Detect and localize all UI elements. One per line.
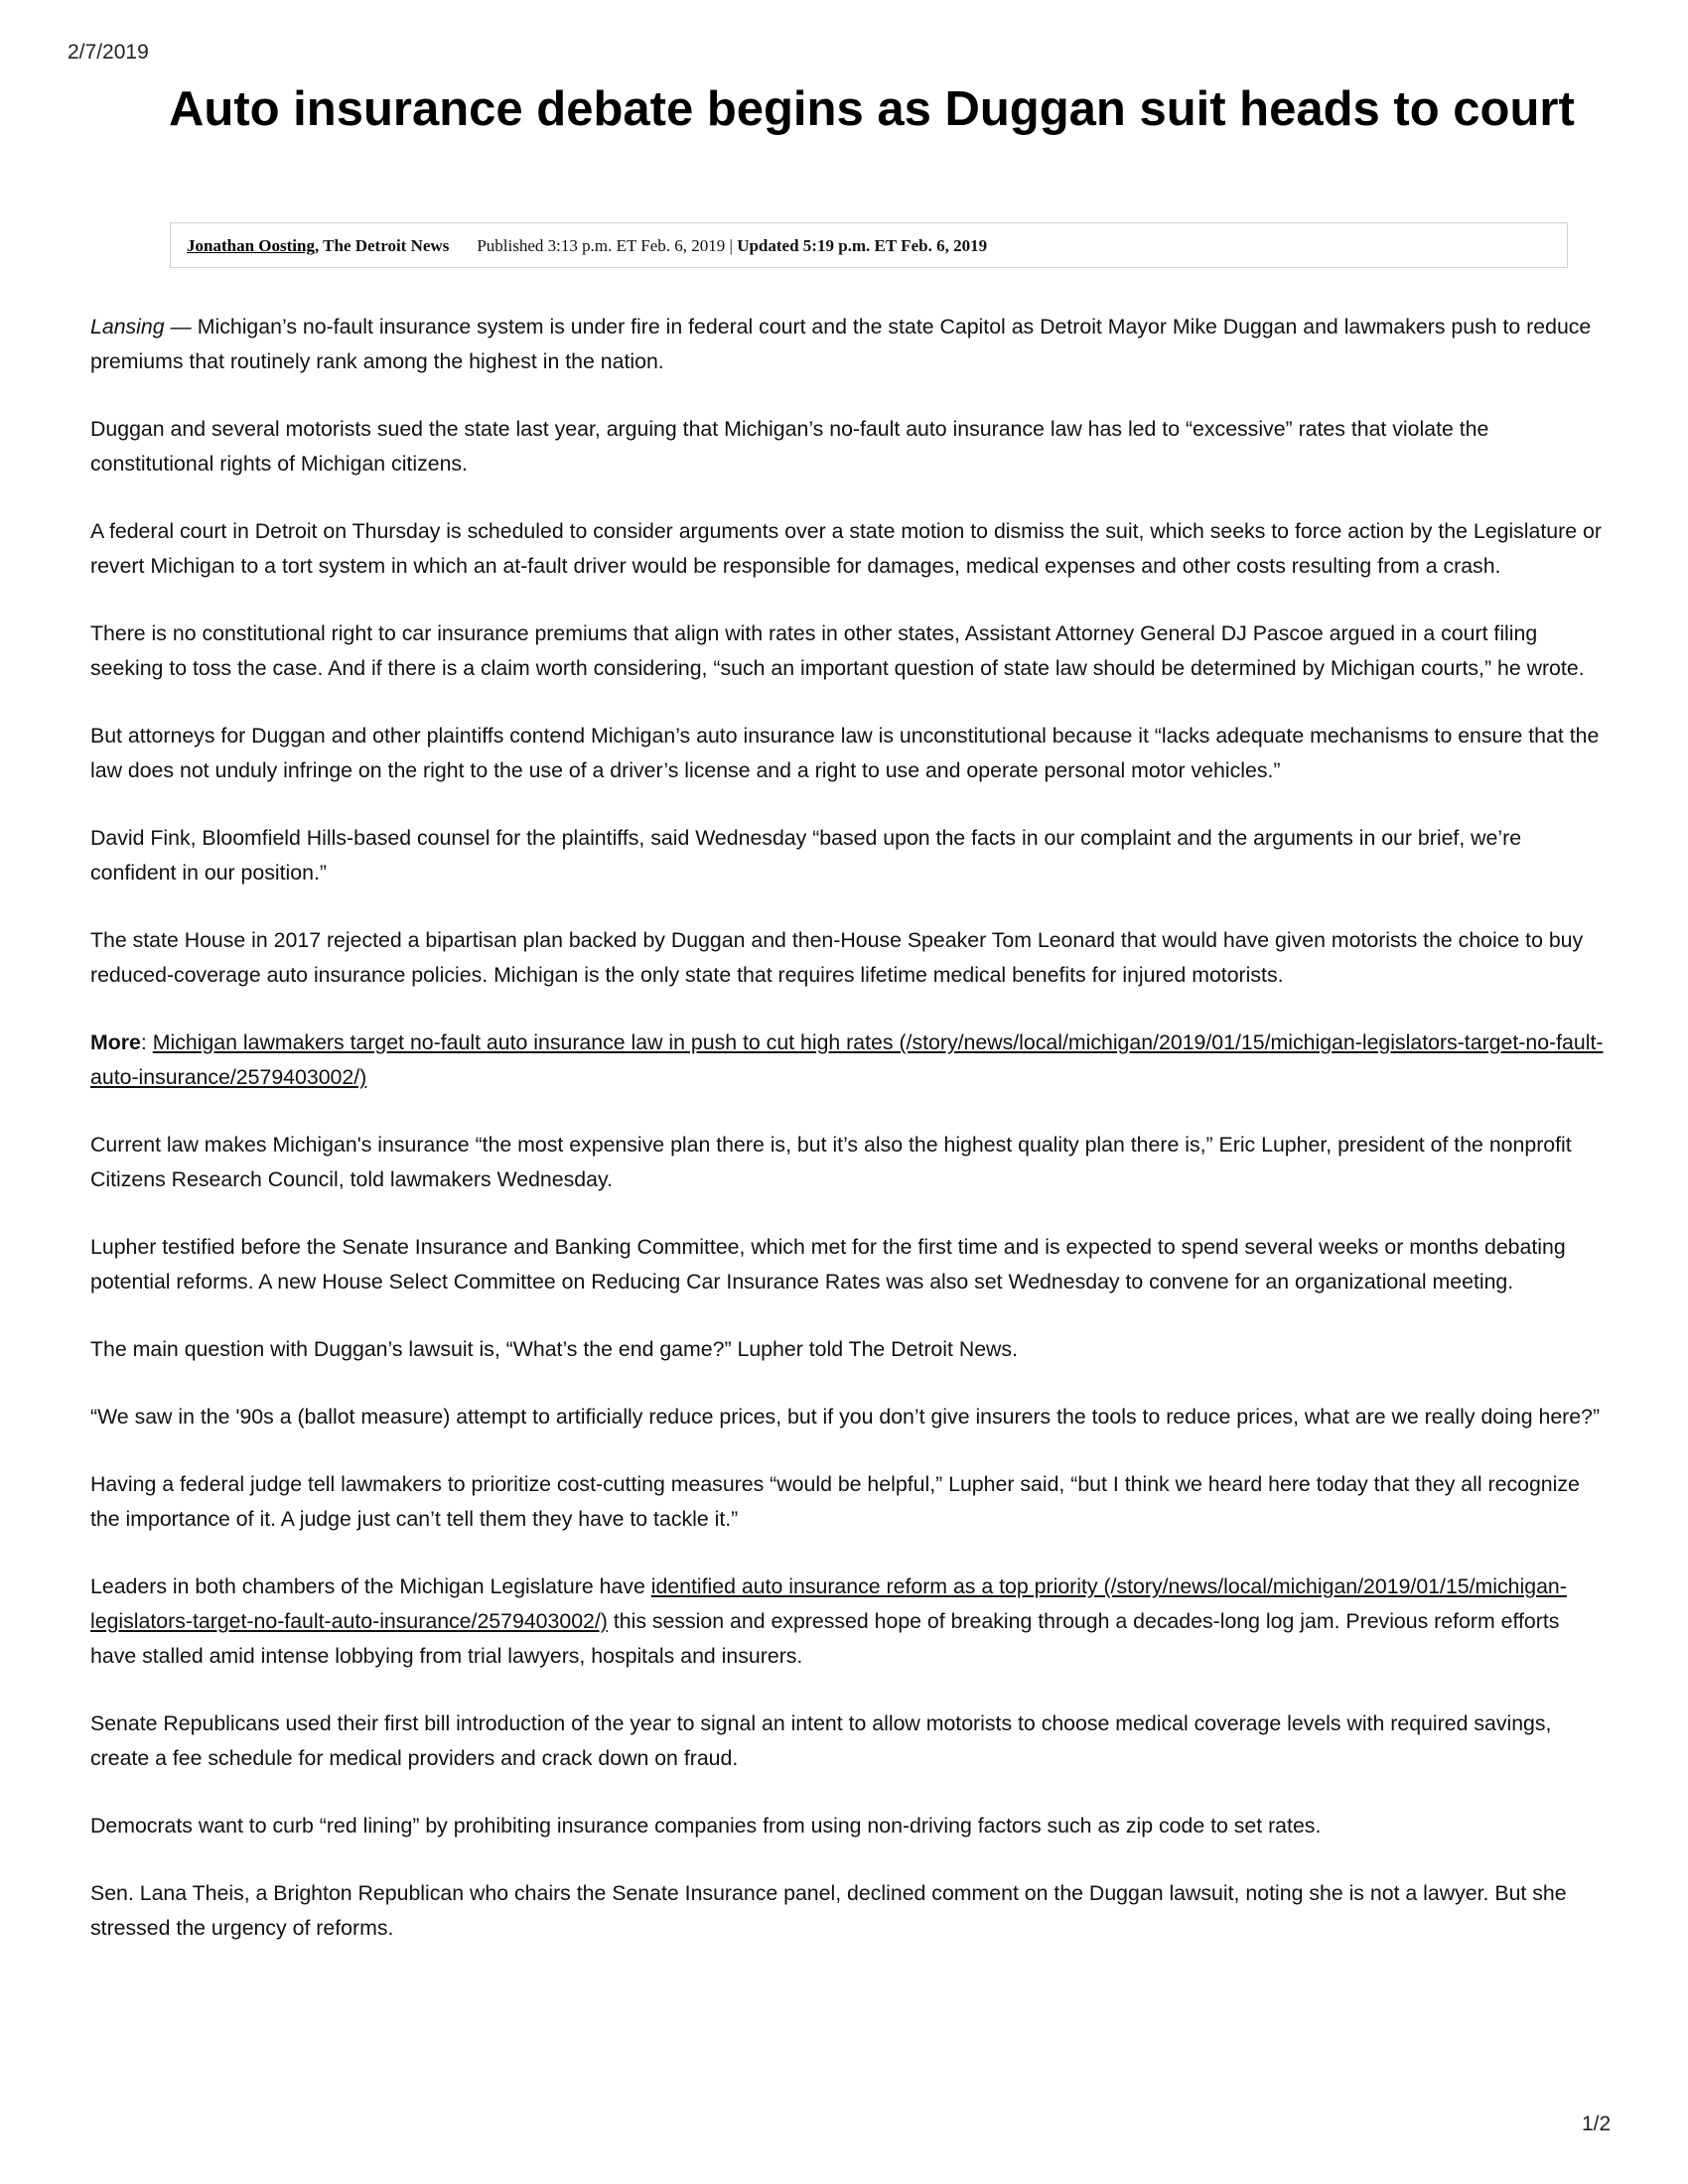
article-paragraph: Having a federal judge tell lawmakers to prioritize cost-cutting measures “would be helpful,” Lupher said, “but I think we heard here today that they all recognize the importance of it. A judge just can’t tell them they have to tackle it.” <box>90 1472 1580 1531</box>
article-paragraph: Duggan and several motorists sued the state last year, arguing that Michigan’s no-fault auto insurance law has led to “excessive” rates that violate the constitutional rights of Michigan citizens. <box>90 417 1489 476</box>
article-paragraph: Democrats want to curb “red lining” by prohibiting insurance companies from using non-driving factors such as zip code to set rates. <box>90 1814 1322 1838</box>
article-paragraph <box>90 1570 1605 1674</box>
byline <box>170 222 1568 268</box>
paragraph-text: this session and expressed hope of breaking through a decades-long log jam. Previous reform efforts have stalled amid intense lobbying from trial lawyers, hospitals and insurers. <box>90 1609 1560 1668</box>
more-separator: : <box>140 1030 153 1054</box>
article-paragraph: The state House in 2017 rejected a bipartisan plan backed by Duggan and then-House Speaker Tom Leonard that would have given motorists the choice to buy reduced-coverage auto insurance policies. Michigan is the only state that requires lifetime medical benefits for injured motorists. <box>90 928 1584 987</box>
byline-outlet: , The Detroit News <box>314 236 450 255</box>
print-date: 2/7/2019 <box>68 41 149 64</box>
article-paragraph: The main question with Duggan’s lawsuit is, “What’s the end game?” Lupher told The Detroit News. <box>90 1337 1018 1361</box>
article-paragraph: But attorneys for Duggan and other plaintiffs contend Michigan’s auto insurance law is unconstitutional because it “lacks adequate mechanisms to ensure that the law does not unduly infringe on the right to the use of a driver’s license and a right to use and operate personal motor vehicles.” <box>90 724 1600 782</box>
more-related-story <box>90 1025 1605 1095</box>
article-body <box>90 310 1605 1979</box>
article-paragraph: A federal court in Detroit on Thursday is scheduled to consider arguments over a state motion to dismiss the suit, which seeks to force action by the Legislature or revert Michigan to a tort system in which an at-fault driver would be responsible for damages, medical expenses and other costs resulting from a crash. <box>90 519 1602 578</box>
related-story-link[interactable]: Michigan lawmakers target no-fault auto insurance law in push to cut high rates (/story/news/local/michigan/2019/01/15/michigan-legislators-target-no-fault-auto-insurance/2579403002/) <box>90 1030 1604 1089</box>
top-priority-link[interactable]: identified auto insurance reform as a top priority (/story/news/local/michigan/2019/01/15/michigan-legislators-target-no-fault-auto-insurance/2579403002/) <box>90 1574 1567 1633</box>
more-label: More <box>90 1030 141 1054</box>
article-paragraph: Current law makes Michigan's insurance “the most expensive plan there is, but it’s also the highest quality plan there is,” Eric Lupher, president of the nonprofit Citizens Research Council, told lawmakers Wednesday. <box>90 1133 1572 1191</box>
page-number: 1/2 <box>1582 2113 1612 2135</box>
article-paragraph: “We saw in the '90s a (ballot measure) attempt to artificially reduce prices, but if you don’t give insurers the tools to reduce prices, what are we really doing here?” <box>90 1405 1601 1429</box>
article-paragraph: David Fink, Bloomfield Hills-based counsel for the plaintiffs, said Wednesday “based upon the facts in our complaint and the arguments in our brief, we’re confident in our position.” <box>90 826 1522 885</box>
published-timestamp: Published 3:13 p.m. ET Feb. 6, 2019 | <box>477 236 738 255</box>
article-headline: Auto insurance debate begins as Duggan suit heads to court <box>169 82 1575 136</box>
article-paragraph <box>90 310 1605 379</box>
article-paragraph: Lupher testified before the Senate Insurance and Banking Committee, which met for the first time and is expected to spend several weeks or months debating potential reforms. A new House Select Committee on Reducing Car Insurance Rates was also set Wednesday to convene for an organizational meeting. <box>90 1235 1566 1294</box>
author-link[interactable]: Jonathan Oosting <box>187 236 315 255</box>
article-paragraph: Sen. Lana Theis, a Brighton Republican who chairs the Senate Insurance panel, declined comment on the Duggan lawsuit, noting she is not a lawyer. But she stressed the urgency of reforms. <box>90 1881 1567 1940</box>
dateline: Lansing <box>90 315 165 339</box>
paragraph-text: Leaders in both chambers of the Michigan Legislature have <box>90 1574 651 1598</box>
article-paragraph: There is no constitutional right to car insurance premiums that align with rates in other states, Assistant Attorney General DJ Pascoe argued in a court filing seeking to toss the case. And if there is a claim worth considering, “such an important question of state law should be determined by Michigan courts,” he wrote. <box>90 621 1585 680</box>
article-paragraph: Senate Republicans used their first bill introduction of the year to signal an intent to allow motorists to choose medical coverage levels with required savings, create a fee schedule for medical providers and crack down on fraud. <box>90 1711 1552 1770</box>
paragraph-text: — Michigan’s no-fault insurance system is under fire in federal court and the state Capitol as Detroit Mayor Mike Duggan and lawmakers push to reduce premiums that routinely rank among the highest in the nation. <box>90 315 1592 373</box>
updated-timestamp: Updated 5:19 p.m. ET Feb. 6, 2019 <box>737 236 988 255</box>
